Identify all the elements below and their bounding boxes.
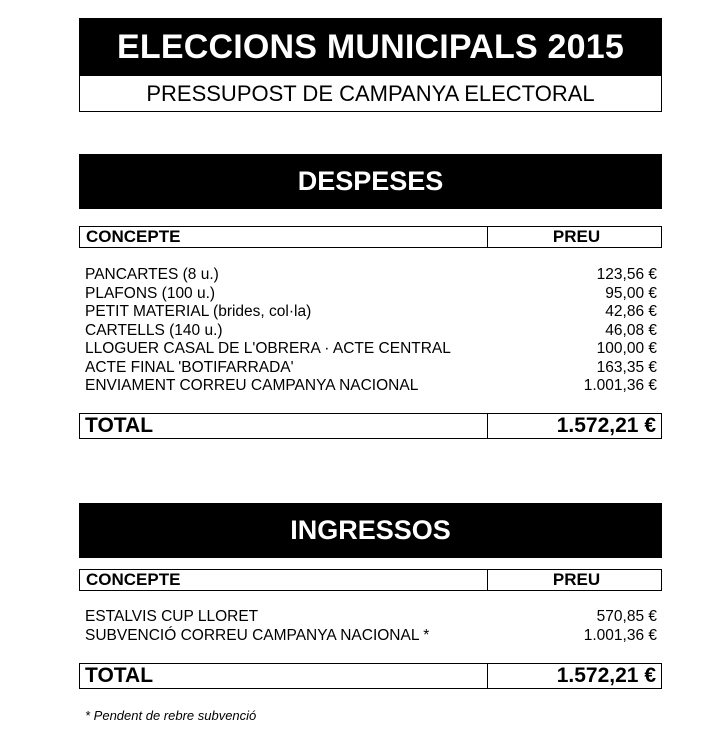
page-title: ELECCIONS MUNICIPALS 2015 — [79, 18, 662, 76]
despeses-row — [85, 359, 657, 378]
row-price: 123,56 € — [596, 266, 657, 283]
despeses-concept-header: CONCEPTE — [80, 227, 488, 247]
despeses-list — [85, 266, 657, 396]
row-concept: SUBVENCIÓ CORREU CAMPANYA NACIONAL * — [85, 626, 430, 644]
despeses-header: DESPESES — [79, 154, 662, 209]
row-price: 42,86 € — [605, 303, 657, 320]
despeses-row — [85, 303, 657, 322]
despeses-row — [85, 377, 657, 396]
page-subtitle: PRESSUPOST DE CAMPANYA ELECTORAL — [79, 76, 662, 112]
row-concept: ENVIAMENT CORREU CAMPANYA NACIONAL — [85, 377, 419, 394]
row-concept: ACTE FINAL 'BOTIFARRADA' — [85, 358, 294, 376]
ingressos-row — [85, 627, 657, 646]
despeses-price-header: PREU — [552, 227, 601, 246]
despeses-row — [85, 340, 657, 359]
ingressos-column-headers — [79, 569, 662, 591]
despeses-row — [85, 266, 657, 285]
row-price: 1.001,36 € — [583, 377, 657, 394]
despeses-row — [85, 322, 657, 341]
ingressos-price-header: PREU — [552, 570, 601, 589]
row-concept: LLOGUER CASAL DE L'OBRERA · ACTE CENTRAL — [85, 340, 451, 357]
row-price: 1.001,36 € — [583, 626, 657, 644]
row-concept: CARTELLS (140 u.) — [85, 321, 223, 339]
row-price: 163,35 € — [596, 358, 657, 376]
row-concept: ESTALVIS CUP LLORET — [85, 608, 259, 625]
despeses-total-value: 1.572,21 € — [556, 414, 656, 437]
despeses-row — [85, 285, 657, 304]
ingressos-total-value: 1.572,21 € — [556, 664, 656, 687]
ingressos-list — [85, 608, 657, 645]
row-concept: PLAFONS (100 u.) — [85, 284, 216, 302]
row-price: 46,08 € — [605, 321, 657, 339]
footnote: * Pendent de rebre subvenció — [85, 708, 257, 723]
despeses-column-headers — [79, 226, 662, 248]
ingressos-total-label: TOTAL — [80, 664, 488, 688]
row-price: 95,00 € — [605, 284, 657, 302]
ingressos-concept-header: CONCEPTE — [80, 570, 488, 590]
row-price: 100,00 € — [596, 340, 657, 357]
despeses-total-label: TOTAL — [80, 414, 488, 438]
row-concept: PANCARTES (8 u.) — [85, 266, 219, 283]
ingressos-row — [85, 608, 657, 627]
row-concept: PETIT MATERIAL (brides, col·la) — [85, 303, 312, 320]
despeses-total — [79, 413, 662, 439]
row-price: 570,85 € — [596, 608, 657, 625]
ingressos-total — [79, 663, 662, 689]
ingressos-header: INGRESSOS — [79, 503, 662, 558]
